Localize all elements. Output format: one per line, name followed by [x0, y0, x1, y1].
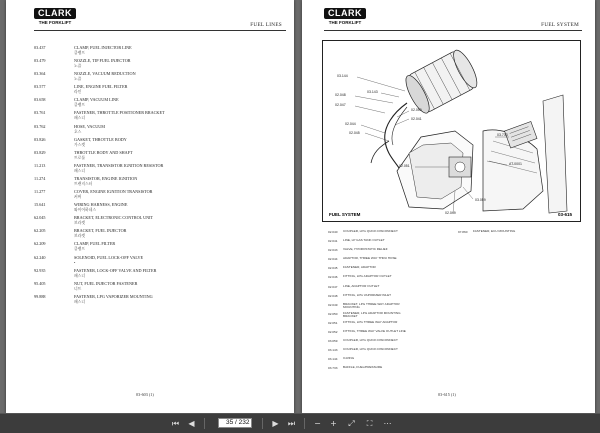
legend-part-number: 03.059 — [328, 339, 338, 344]
legend-part-description: FITTING, THREE WAY VALVE OUTLET LINE — [343, 329, 406, 334]
part-row — [34, 71, 284, 84]
part-row — [34, 215, 284, 228]
part-row — [34, 202, 284, 215]
part-description-korean: 트로틀 — [74, 155, 86, 160]
part-number: 03.577 — [34, 84, 46, 90]
part-description-korean: 클램프 — [74, 247, 86, 252]
part-description — [74, 281, 284, 292]
part-description-text: COVER, ENGINE IGNITION TRANSISTOR — [74, 189, 153, 195]
first-page-icon[interactable]: ⏮ — [171, 419, 180, 428]
part-description-korean: 가스켓 — [74, 142, 86, 147]
part-description-text: NOZZLE, VACUUM REDUCTION — [74, 71, 136, 77]
brand-name: CLARK — [34, 8, 76, 19]
part-description — [74, 97, 284, 108]
page-footer-code: 03-615 (1) — [438, 392, 456, 397]
part-description-text: LINE, ENGINE FUEL FILTER — [74, 84, 128, 90]
part-description — [74, 202, 284, 213]
part-row — [34, 137, 284, 150]
part-description — [74, 137, 284, 148]
callout-label: 03.733 — [497, 133, 508, 137]
more-options-icon[interactable]: ⋯ — [383, 419, 392, 428]
legend-part-description: COUPLER, LPG QUICK DISCONNECT — [343, 229, 398, 233]
part-description — [74, 163, 284, 174]
part-number: 11.277 — [34, 189, 46, 195]
part-description — [74, 215, 284, 226]
callout-label: 02.049 — [445, 211, 456, 215]
part-row — [34, 268, 284, 281]
part-number: 11.274 — [34, 175, 46, 181]
legend-part-number: 03.733 — [328, 366, 338, 371]
part-description — [74, 189, 284, 200]
part-description-korean: 클램프 — [74, 103, 86, 108]
callout-label: 03.144 — [337, 74, 348, 78]
diagram-caption: FUEL SYSTEM — [329, 212, 361, 217]
part-row — [34, 281, 284, 294]
part-description — [74, 110, 284, 121]
part-description-korean: 클램프 — [74, 51, 86, 55]
legend-part-number: 02.049 — [328, 302, 338, 307]
part-description-korean: 커버 — [74, 195, 82, 200]
part-row — [34, 58, 284, 71]
part-number: 95.405 — [34, 280, 46, 286]
toolbar-divider — [262, 418, 263, 429]
previous-page-icon[interactable]: ◀ — [188, 419, 195, 428]
part-description-text: FASTENER, TRANSISTOR IGNITION RESISTOR — [74, 162, 164, 168]
part-description-text: SOLENOID, FUEL LOCK-OFF VALVE — [74, 254, 144, 260]
part-description — [74, 150, 284, 161]
legend-part-number: 03.143 — [328, 348, 338, 353]
part-number: 03.829 — [34, 149, 46, 155]
page-footer-code: 03-603 (1) — [136, 392, 154, 397]
part-description-text: BRACKET, FUEL INJECTOR — [74, 228, 127, 234]
part-number: 03.761 — [34, 110, 46, 116]
legend-part-description: COUPLER, LPG QUICK DISCONNECT — [343, 347, 398, 352]
part-number: 03.762 — [34, 123, 46, 129]
viewer-toolbar — [0, 413, 600, 433]
part-description-text: WIRING HARNESS, ENGINE — [74, 202, 128, 208]
legend-part-description: VALVE, HYDROSTATIC RELIEF — [343, 247, 388, 252]
legend-part-number: 02.050 — [328, 311, 338, 316]
zoom-out-icon[interactable]: − — [314, 419, 321, 428]
next-page-icon[interactable]: ▶ — [272, 419, 279, 428]
callout-label: 02.041 — [411, 117, 422, 121]
legend-part-number: 02.047 — [328, 284, 338, 289]
callout-label: 03.143 — [367, 90, 378, 94]
legend-part-number: 02.052 — [328, 330, 338, 335]
legend-part-description: FITTING, LPG ADAPTOR OUTLET — [343, 274, 392, 279]
part-description-text: TRANSISTOR, ENGINE IGNITION — [74, 175, 138, 181]
part-row — [34, 163, 284, 176]
part-row — [34, 176, 284, 189]
part-description — [74, 255, 284, 265]
part-description-text: CLAMP, VACUUM LINE — [74, 97, 119, 103]
part-description — [74, 228, 284, 239]
legend-part-description: FASTENER, LPG ADAPTOR MOUNTING BRACKET — [343, 310, 401, 319]
part-description — [74, 268, 284, 279]
legend-part-description: BRACKET, LPG THREE WAY ADAPTOR MOUNTING — [343, 301, 400, 310]
legend-part-description: LINE, ADAPTOR OUTLET — [343, 283, 380, 288]
part-number: 03.479 — [34, 58, 46, 64]
legend-part-number: 02.048 — [328, 293, 338, 298]
fuel-system-diagram — [322, 40, 581, 222]
page-indicator: 35 / 232 — [226, 419, 250, 426]
part-row — [34, 294, 284, 307]
part-description — [74, 176, 284, 187]
parts-list — [34, 45, 284, 307]
diagram-illustration — [323, 41, 582, 223]
callout-label: 03.059 — [475, 198, 486, 202]
legend-part-description: FITTING, LPG THREE WAY ADAPTOR — [343, 319, 398, 324]
callout-label: 02.048 — [335, 93, 346, 97]
header-rule — [324, 30, 582, 31]
legend-part-description: COUPLER, LPG QUICK DISCONNECT — [343, 338, 398, 343]
part-description-text: HOSE, VACUUM — [74, 123, 106, 129]
part-description-korean: 호스 — [74, 129, 82, 134]
clark-logo — [34, 8, 76, 26]
part-number: 62.205 — [34, 228, 46, 234]
part-description-korean: 와이어하네스 — [74, 208, 97, 213]
part-description-text: CLAMP, FUEL INJECTOR LINE — [74, 45, 132, 50]
callout-label: 02.050 — [411, 108, 422, 112]
part-description — [74, 241, 284, 252]
diagram-code: 03-615 — [557, 212, 572, 217]
part-row — [34, 110, 284, 123]
callout-label: 02.044 — [345, 122, 356, 126]
part-description-text: FASTENER, LPG VAPORIZER MOUNTING — [74, 293, 153, 299]
clark-logo — [324, 8, 366, 26]
legend-part-number: 02.045 — [328, 266, 338, 271]
legend-part-description: LINE, LP GAS TANK OUTLET — [343, 238, 385, 243]
toolbar-divider — [204, 418, 205, 429]
part-description — [74, 294, 284, 305]
page-number-field[interactable] — [218, 418, 252, 428]
part-description-text: NUT, FUEL INJECTOR FASTENER — [74, 280, 138, 286]
callout-label: 02.045 — [349, 131, 360, 135]
part-number: 03.364 — [34, 71, 46, 77]
legend-part-description: FITTING, LPG VAPORIZER INLET — [343, 292, 392, 297]
toolbar-divider — [304, 418, 305, 429]
part-row — [34, 228, 284, 241]
part-description-text: GASKET, THROTTLE BODY — [74, 136, 127, 142]
part-description-korean: • — [74, 260, 76, 265]
part-number: 62.240 — [34, 254, 46, 260]
part-number: 99.888 — [34, 293, 46, 299]
legend-part-number: 97.860 — [458, 230, 468, 234]
legend-part-number: 02.041 — [328, 239, 338, 244]
part-description-text: FASTENER, THROTTLE POSITIONER BRACKET — [74, 110, 165, 116]
part-number: 62.045 — [34, 215, 46, 221]
ecu-drawing — [505, 121, 537, 147]
part-description-korean: 패스너 — [74, 299, 86, 304]
part-description-korean: 노즐 — [74, 64, 82, 69]
part-description-korean: 브라켓 — [74, 221, 86, 226]
part-description-korean: 패스너 — [74, 116, 86, 121]
right-page — [302, 0, 595, 413]
brand-subtitle: THE FORKLIFT — [328, 20, 362, 25]
legend-part-description: O-RING — [343, 356, 355, 361]
part-number: 15.641 — [34, 202, 46, 208]
part-row — [34, 97, 284, 110]
part-number: 11.213 — [34, 162, 46, 168]
part-description — [74, 58, 284, 69]
legend-part-number: 02.044 — [328, 257, 338, 262]
part-number: 62.209 — [34, 241, 46, 247]
part-description — [74, 45, 284, 56]
lpg-tank-drawing — [402, 47, 482, 116]
part-description-korean: 브라켓 — [74, 234, 86, 239]
part-description-korean: 패스너 — [74, 168, 86, 173]
fit-page-icon[interactable]: ⤢ — [348, 419, 355, 428]
part-row — [34, 45, 284, 58]
last-page-icon[interactable]: ⏭ — [287, 419, 296, 428]
part-number: 03.437 — [34, 45, 46, 50]
part-number: 03.826 — [34, 136, 46, 142]
part-description-text: THROTTLE BODY AND SHAFT — [74, 149, 133, 155]
part-row — [34, 255, 284, 268]
header-rule — [34, 30, 286, 31]
part-description-korean: 너트 — [74, 286, 82, 291]
part-description-text: NOZZLE, TIP FUEL INJECTOR — [74, 58, 131, 64]
legend-part-number: 02.043 — [328, 248, 338, 253]
part-description-korean: 노즐 — [74, 77, 82, 82]
part-number: 92.935 — [34, 267, 46, 273]
legend-part-description: BAFFLE, FUEL/PRESSURE — [343, 365, 383, 370]
brand-name: CLARK — [324, 8, 366, 19]
callout-label: AT-0001 — [509, 162, 522, 166]
part-description — [74, 84, 284, 95]
part-row — [34, 84, 284, 97]
part-description-text: CLAMP, FUEL FILTER — [74, 241, 116, 247]
part-description — [74, 124, 284, 135]
section-title: FUEL SYSTEM — [541, 22, 579, 28]
part-row — [34, 124, 284, 137]
legend-part-number: 02.040 — [328, 230, 338, 234]
legend-part-description: FASTENER, ADAPTOR — [343, 265, 376, 270]
part-description-text: FASTENER, LOCK-OFF VALVE AND FILTER — [74, 267, 157, 273]
brand-subtitle: THE FORKLIFT — [38, 20, 72, 25]
legend-part-description: FASTENER, ECU MOUNTING — [473, 229, 516, 233]
fullscreen-icon[interactable]: ⛶ — [366, 419, 373, 428]
part-row — [34, 241, 284, 254]
legend-part-number: 02.051 — [328, 320, 338, 325]
part-description-korean: 라인 — [74, 90, 82, 95]
part-number: 03.658 — [34, 97, 46, 103]
part-description-korean: 패스너 — [74, 273, 86, 278]
part-description-text: BRACKET, ELECTRONIC CONTROL UNIT — [74, 215, 154, 221]
section-title: FUEL LINES — [250, 22, 282, 28]
callout-label: 02.047 — [335, 103, 346, 107]
legend-part-number: 02.046 — [328, 275, 338, 280]
part-description — [74, 71, 284, 82]
zoom-in-icon[interactable]: + — [330, 419, 337, 428]
part-row — [34, 189, 284, 202]
legend-part-number: 03.144 — [328, 357, 338, 362]
part-description-korean: 트랜지스터 — [74, 181, 93, 186]
legend-part-description: ADAPTOR, THREE WAY THRU HOSE — [343, 256, 397, 261]
left-page — [6, 0, 294, 413]
callout-label: 02.051 — [399, 164, 410, 168]
part-row — [34, 150, 284, 163]
